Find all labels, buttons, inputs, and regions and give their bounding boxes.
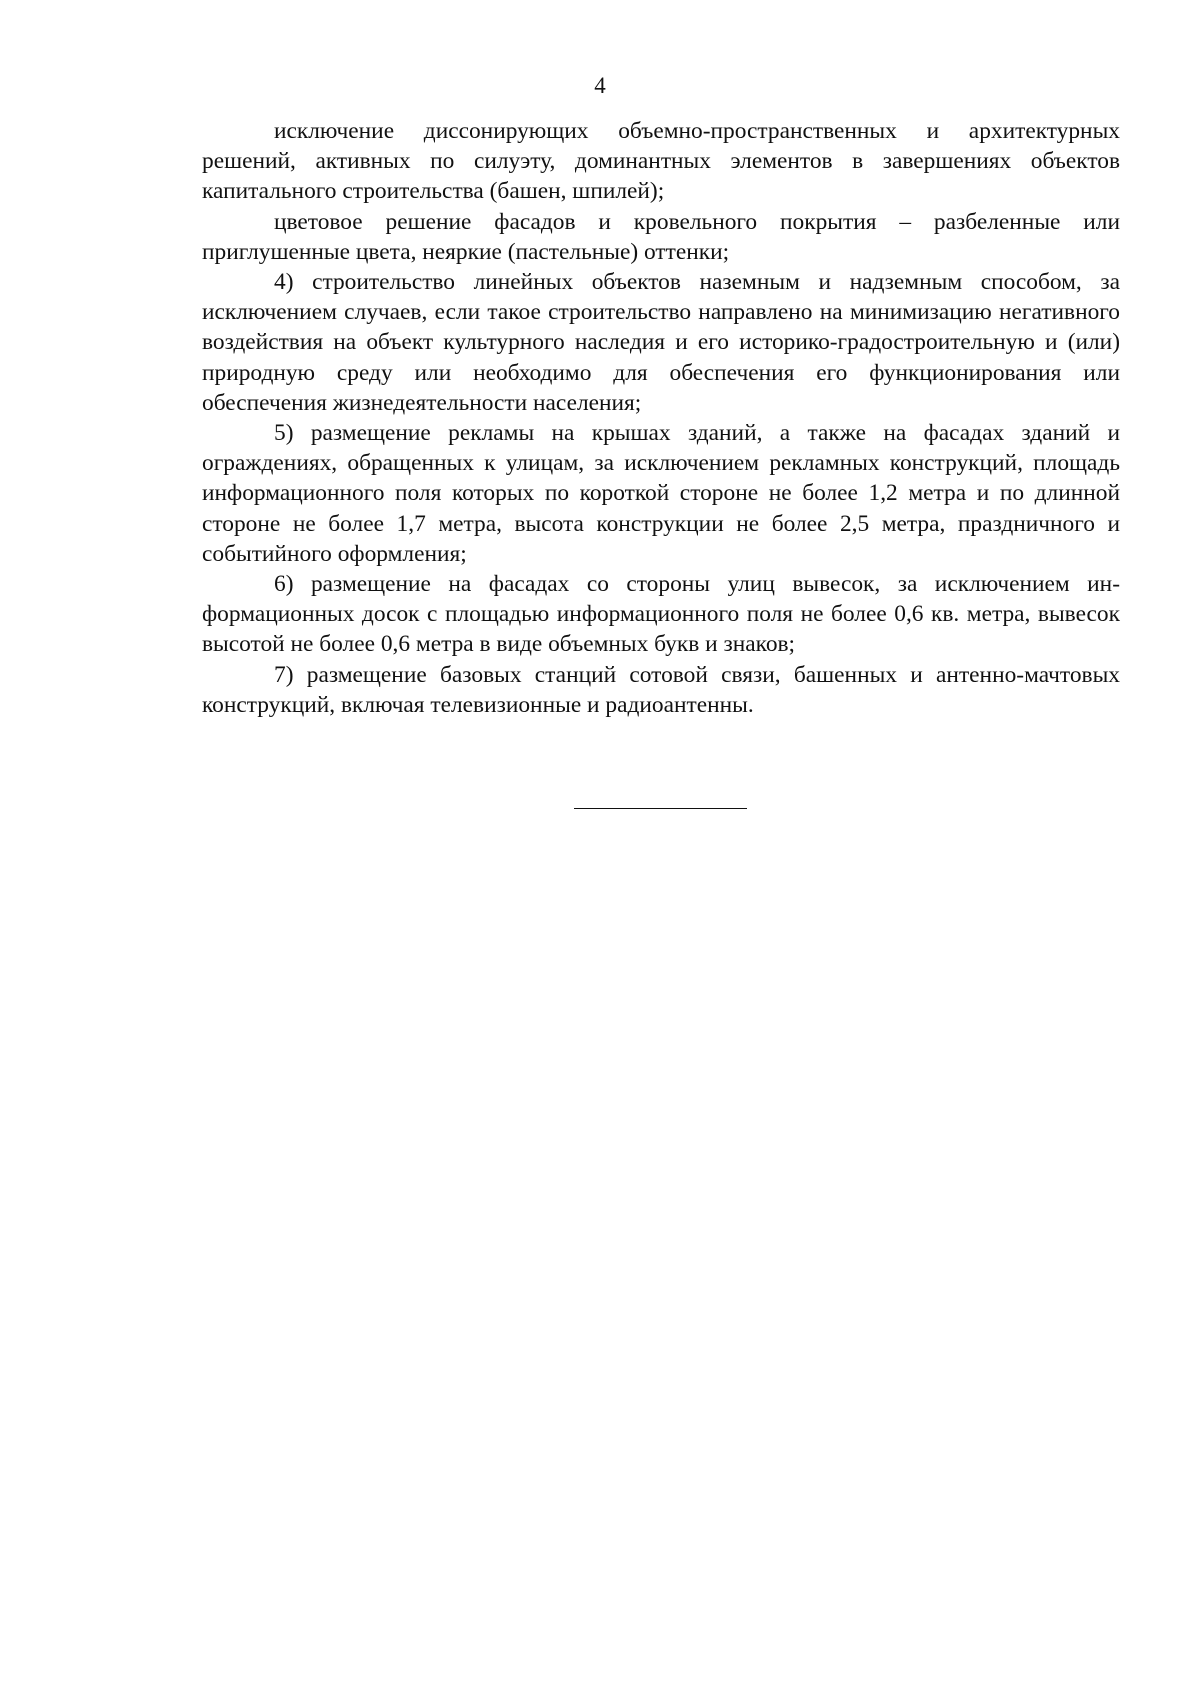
end-of-text-rule — [574, 808, 747, 809]
paragraph-item-4-linear-objects: 4) строительство линейных объектов наземным и надземным способом, за исключением случаев, если такое строительство направлено на минимизацию негативного воздействия на объект культурного наследия и его историко-градостроительную и (или) природную среду или необходимо для обеспечения его функционирования или обеспечения жизнедеятельности населения; — [202, 269, 1120, 416]
paragraph-item-6-signboards: 6) размещение на фасадах со стороны улиц вывесок, за исключением информационных досок с площадью информационного поля не более 0,6 кв. метра, вывесок высотой не более 0,6 метра в виде объемных букв и знаков; — [202, 571, 1120, 658]
paragraph-item-7-base-stations: 7) размещение базовых станций сотовой связи, башенных и антенно-мачтовых конструкций, включая телевизионные и радиоантенны. — [202, 661, 1120, 718]
document-body — [202, 116, 1120, 720]
page-number: 4 — [594, 73, 606, 98]
paragraph-facade-colors: цветовое решение фасадов и кровельного покрытия – разбеленные или приглушенные цвета, неяркие (пастельные) оттенки; — [202, 208, 1120, 265]
paragraph-item-5-advertising: 5) размещение рекламы на крышах зданий, а также на фасадах зданий и ограждениях, обращенных к улицам, за исключением рекламных конструкций, площадь информационного поля которых по короткой стороне не более 1,2 метра и по длинной стороне не более 1,7 метра, высота конструкции не более 2,5 метра, праздничного и событийного оформления; — [202, 420, 1120, 567]
paragraph-dissonant-solutions: исключение диссонирующих объемно-пространственных и архитектурных решений, активных по силуэту, доминантных элементов в завершениях объектов капитального строительства (башен, шпилей); — [202, 118, 1120, 205]
